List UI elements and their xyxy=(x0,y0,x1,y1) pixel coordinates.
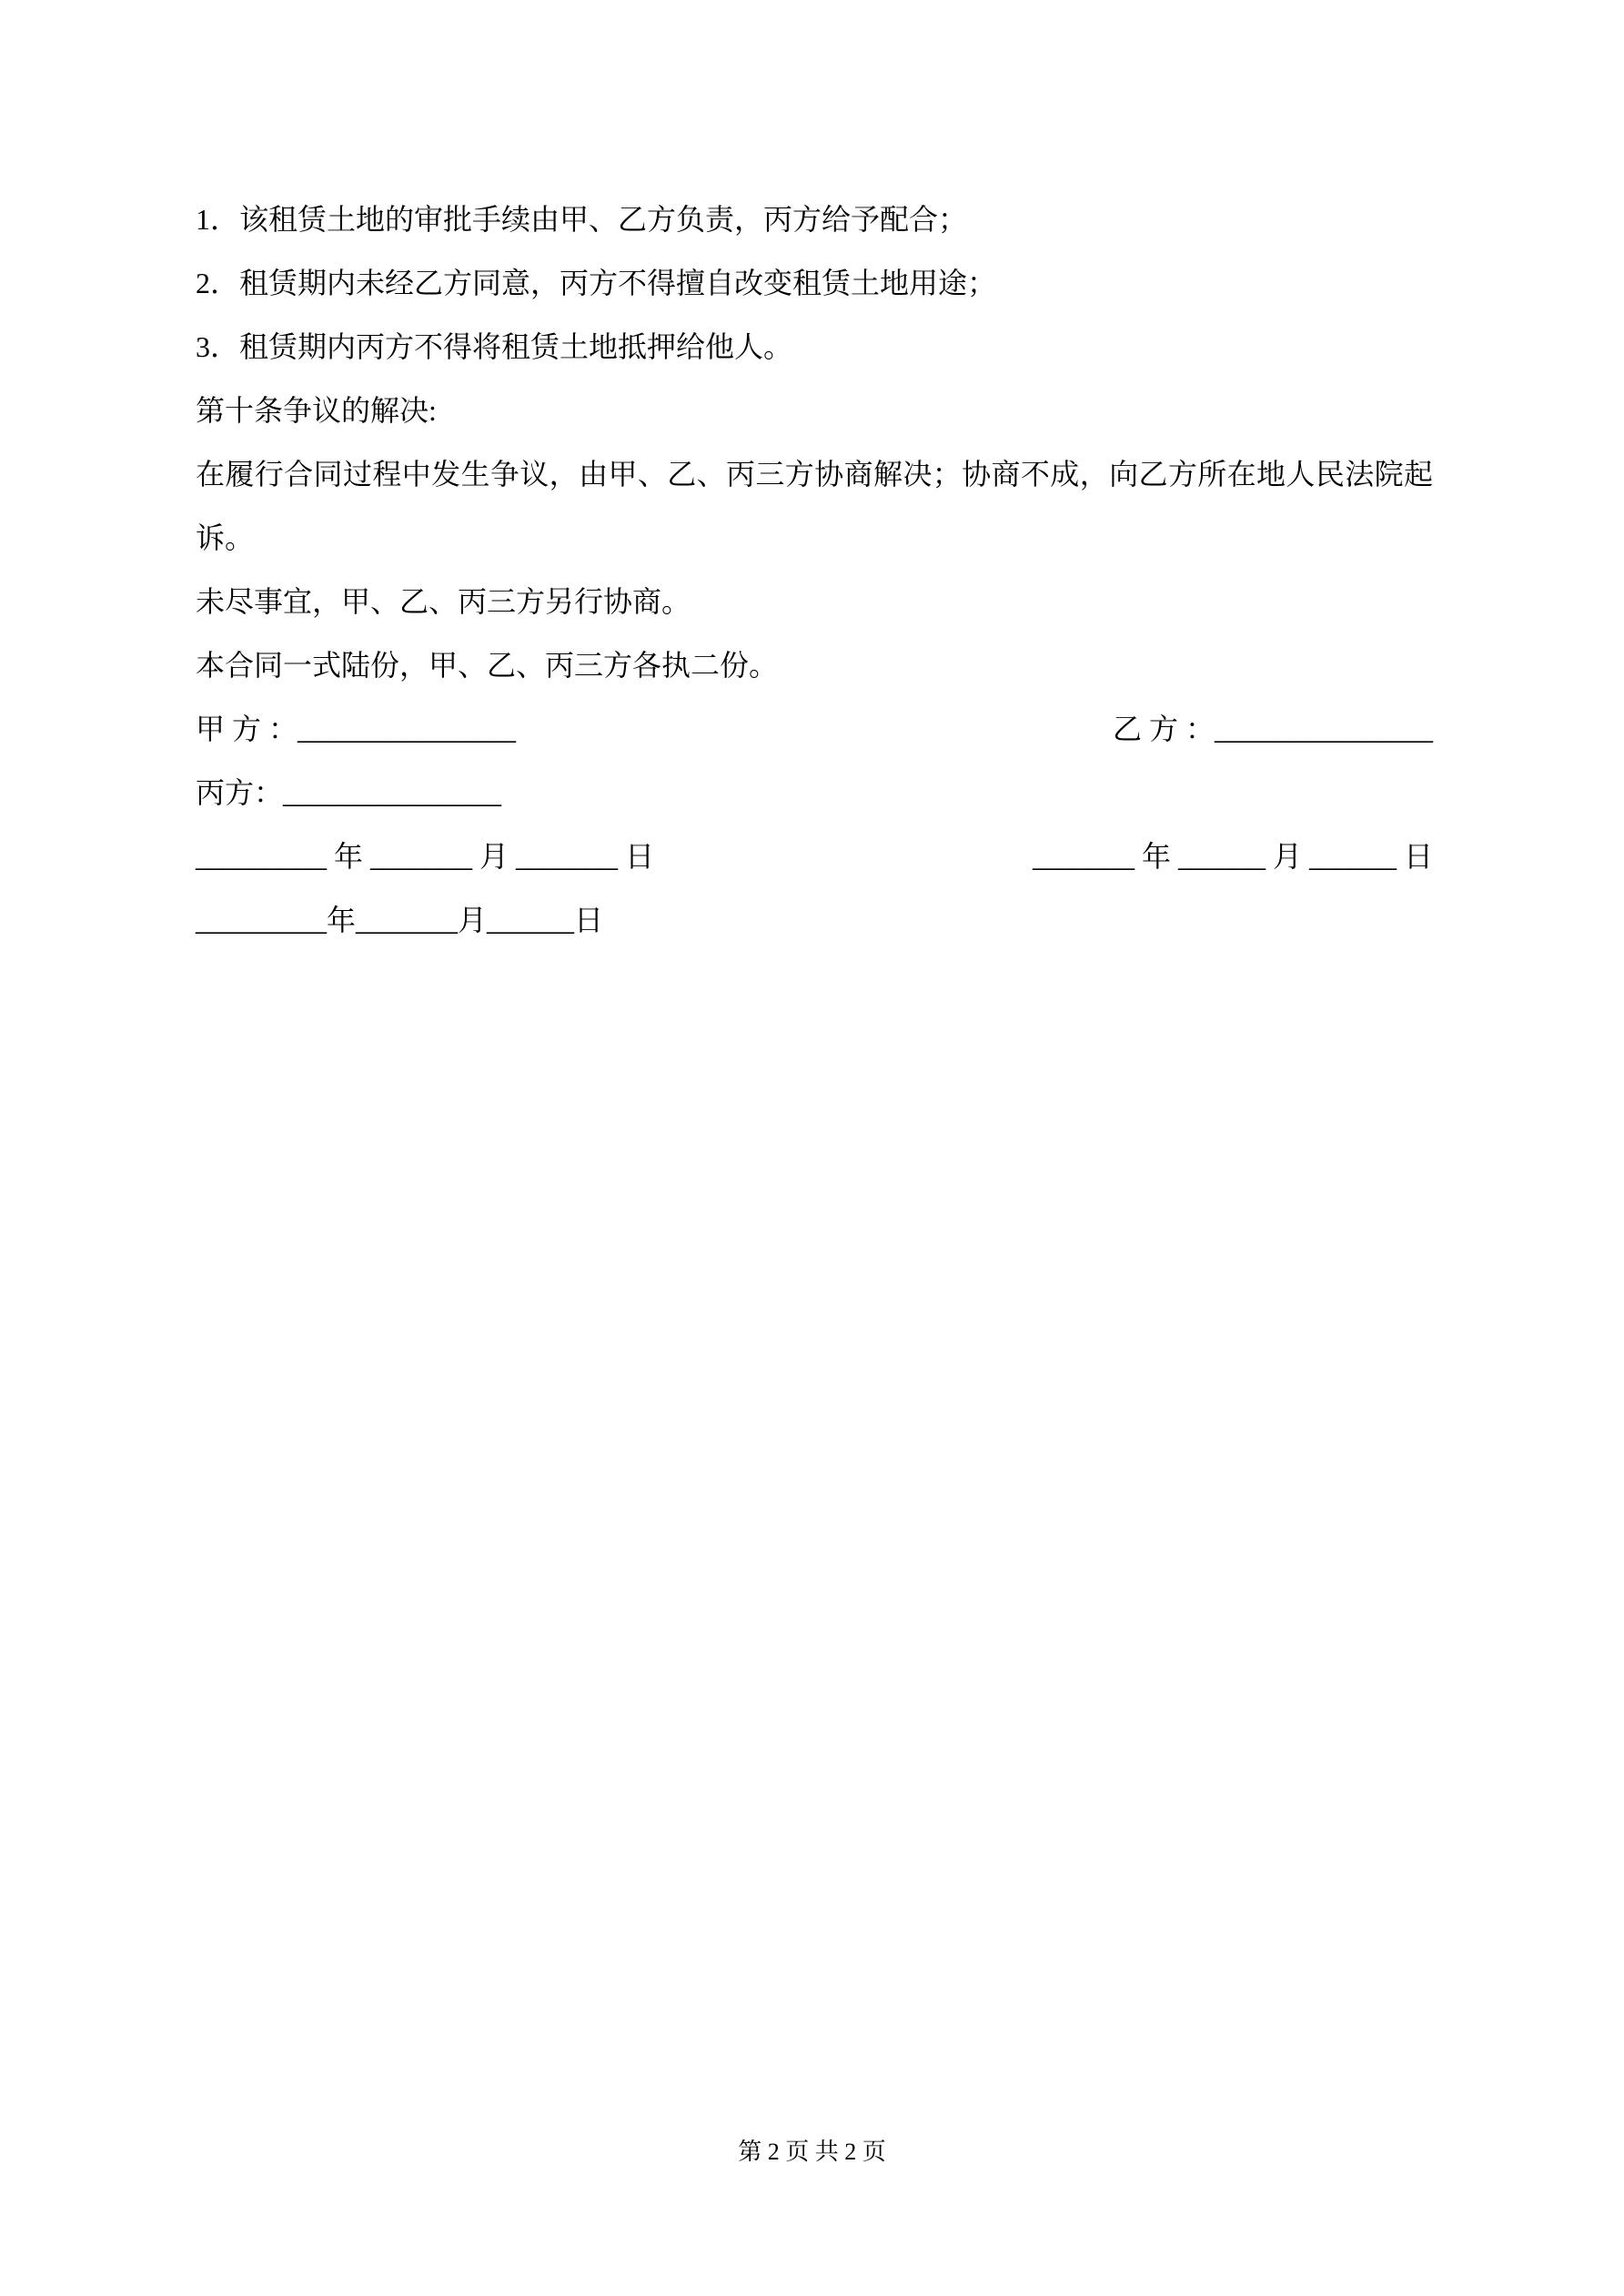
date-line-left-2: _________年_______月______日 xyxy=(196,904,604,936)
signature-row-ab xyxy=(196,697,1433,761)
article-10-heading: 第十条争议的解决: xyxy=(196,394,437,427)
clause-item-2 xyxy=(196,251,1433,315)
clause-2-text: 租赁期内未经乙方同意，丙方不得擅自改变租赁土地用途； xyxy=(239,267,997,299)
clause-item-3 xyxy=(196,315,1433,379)
contract-body xyxy=(196,187,1433,952)
party-a-signature xyxy=(196,697,516,761)
party-b-signature xyxy=(1113,697,1433,761)
dispute-resolution-paragraph: 在履行合同过程中发生争议，由甲、乙、丙三方协商解决；协商不成，向乙方所在地人民法院起诉。 xyxy=(196,458,1433,554)
page-number-footer: 第 2 页 共 2 页 xyxy=(738,2139,886,2165)
party-b-label: 乙 方 ： xyxy=(1112,713,1215,745)
party-b-blank-line: _______________ xyxy=(1215,713,1433,745)
party-a-label: 甲 方 ： xyxy=(196,713,298,745)
clause-3-number: 3． xyxy=(196,330,240,363)
copies-paragraph: 本合同一式陆份，甲、乙、丙三方各执二份。 xyxy=(196,649,779,682)
date-row-1 xyxy=(196,824,1433,888)
date-line-right: _______ 年 ______ 月 ______ 日 xyxy=(1032,840,1433,873)
date-row-2 xyxy=(196,888,1433,952)
clause-1-number: 1． xyxy=(196,203,240,236)
signature-row-c xyxy=(196,761,1433,824)
party-c-blank-line: _______________ xyxy=(283,776,502,809)
party-c-label: 丙方： xyxy=(196,776,284,809)
clause-item-1 xyxy=(196,187,1433,251)
clause-2-number: 2． xyxy=(196,267,240,299)
clause-1-text: 该租赁土地的审批手续由甲、乙方负责，丙方给予配合； xyxy=(239,203,968,236)
date-line-left: _________ 年 _______ 月 _______ 日 xyxy=(196,840,655,873)
unsettled-matters-paragraph: 未尽事宜，甲、乙、丙三方另行协商。 xyxy=(196,585,691,618)
clause-3-text: 租赁期内丙方不得将租赁土地抵押给他人。 xyxy=(239,330,793,363)
party-a-blank-line: _______________ xyxy=(298,713,517,745)
party-c-signature xyxy=(196,761,501,824)
